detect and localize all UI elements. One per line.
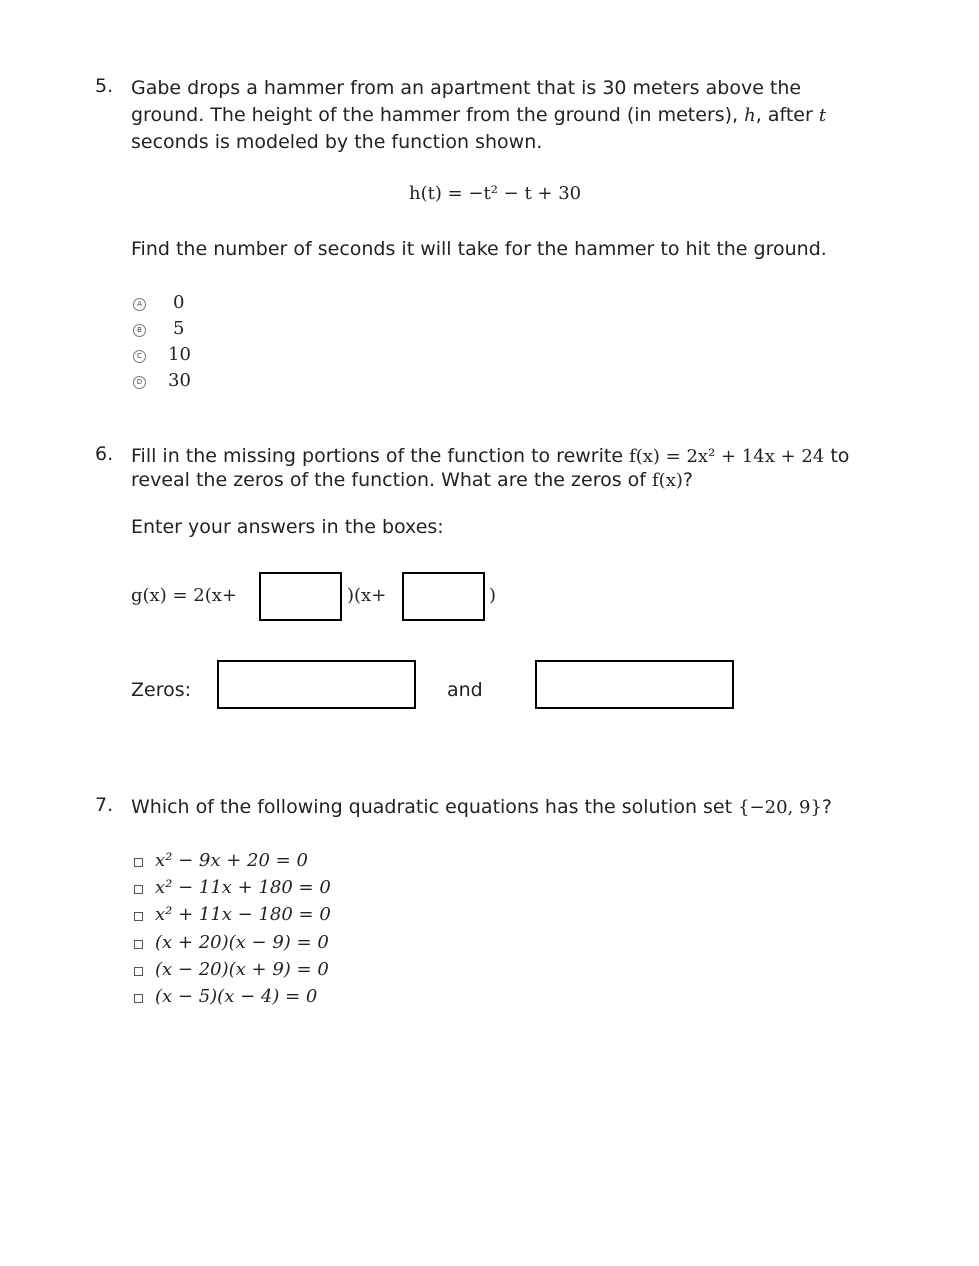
choice-value: 10 [168, 344, 191, 365]
question-7-number: 7. [95, 794, 114, 816]
checkbox-icon[interactable] [134, 858, 143, 867]
q6-f-of-x: f(x) [652, 470, 683, 491]
question-6-line-2 [131, 467, 693, 494]
choice-bubble-icon[interactable]: C [133, 350, 146, 363]
choice-value: 0 [173, 292, 185, 313]
question-7-prompt [131, 794, 832, 821]
question-5-line-1: Gabe drops a hammer from an apartment that is 30 meters above the [131, 77, 802, 99]
q6-g-prefix: g(x) = 2(x+ [131, 585, 237, 606]
choice-value: 5 [173, 318, 185, 339]
choice-value: 30 [168, 370, 191, 391]
option-label: x² − 9x + 20 = 0 [155, 850, 308, 871]
q6-instruction: Enter your answers in the boxes: [131, 516, 444, 538]
q7-solution-set: {−20, 9} [738, 797, 822, 818]
question-5-number: 5. [95, 75, 114, 97]
option-label: x² − 11x + 180 = 0 [155, 877, 331, 898]
checkbox-icon[interactable] [134, 994, 143, 1003]
zeros-label: Zeros: [131, 679, 192, 701]
q5-line2-text-a: ground. The height of the hammer from the ground (in meters), [131, 104, 745, 126]
question-5-line-2 [131, 102, 826, 129]
zero-input-2[interactable] [535, 660, 734, 709]
checkbox-icon[interactable] [134, 885, 143, 894]
question-6-number: 6. [95, 443, 114, 465]
zero-input-1[interactable] [217, 660, 416, 709]
q6-function-f: f(x) = 2x² + 14x + 24 [629, 446, 825, 467]
q5-var-t: t [818, 105, 827, 126]
q5-line2-text-b: , after [755, 104, 819, 126]
q6-g-suffix: ) [489, 585, 497, 606]
q5-equation: h(t) = −t² − t + 30 [409, 183, 582, 204]
q6-line2-text-b: ? [682, 469, 693, 491]
q7-prompt-end: ? [821, 796, 832, 818]
choice-bubble-icon[interactable]: B [133, 324, 146, 337]
choice-bubble-icon[interactable]: D [133, 376, 146, 389]
choice-bubble-icon[interactable]: A [133, 298, 146, 311]
and-label: and [447, 679, 483, 701]
q6-g-middle: )(x+ [347, 585, 387, 606]
q6-line1-text-a: Fill in the missing portions of the function to rewrite [131, 445, 630, 467]
question-6-line-1 [131, 443, 849, 470]
q6-line2-text-a: reveal the zeros of the function. What are the zeros of [131, 469, 653, 491]
factor-input-2[interactable] [402, 572, 485, 621]
q7-prompt-text: Which of the following quadratic equations has the solution set [131, 796, 739, 818]
option-label: (x + 20)(x − 9) = 0 [155, 932, 329, 953]
option-label: (x − 20)(x + 9) = 0 [155, 959, 329, 980]
q5-prompt: Find the number of seconds it will take for the hammer to hit the ground. [131, 238, 827, 260]
question-5-line-3: seconds is modeled by the function shown. [131, 131, 543, 153]
option-label: x² + 11x − 180 = 0 [155, 904, 331, 925]
checkbox-icon[interactable] [134, 940, 143, 949]
q6-line1-text-b: to [824, 445, 850, 467]
q5-var-h: h [744, 105, 756, 126]
checkbox-icon[interactable] [134, 912, 143, 921]
option-label: (x − 5)(x − 4) = 0 [155, 986, 318, 1007]
factor-input-1[interactable] [259, 572, 342, 621]
checkbox-icon[interactable] [134, 967, 143, 976]
